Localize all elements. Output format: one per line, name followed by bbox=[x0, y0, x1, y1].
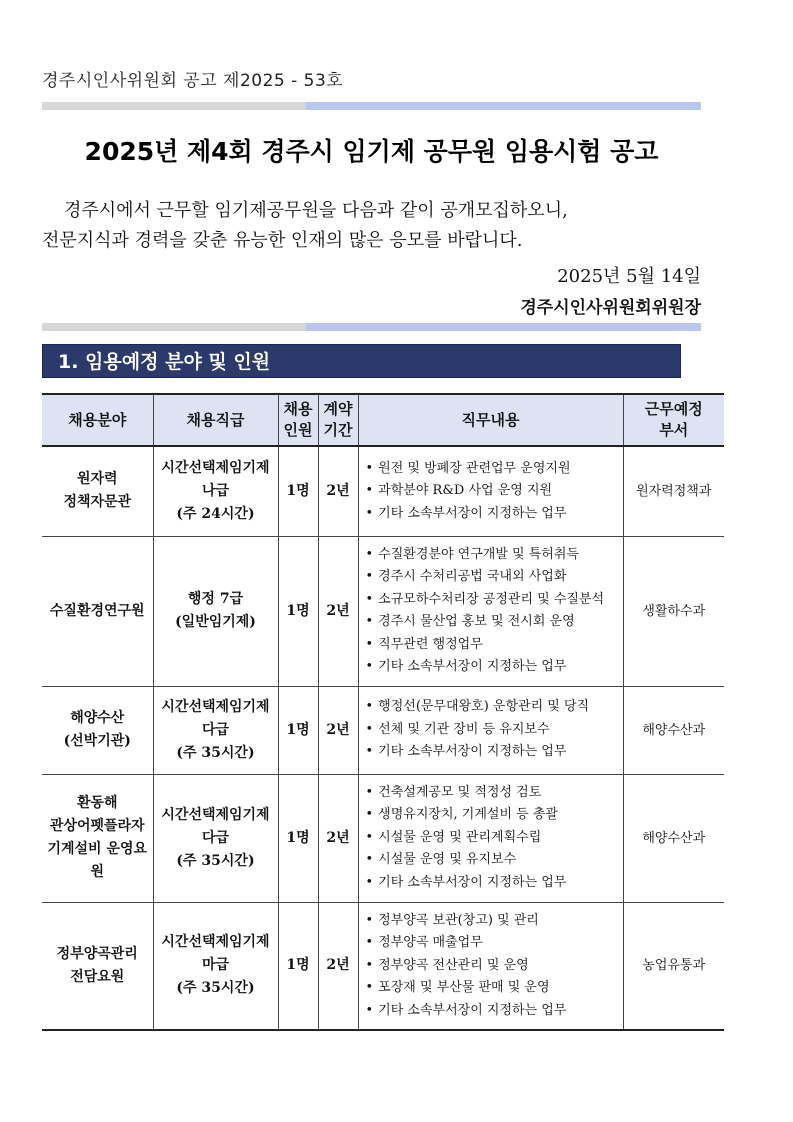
table-header-row bbox=[42, 394, 724, 446]
list-item: • 생명유지장치, 기계설비 등 총괄 bbox=[366, 804, 621, 827]
list-item: • 기타 소속부서장이 지정하는 업무 bbox=[366, 872, 621, 895]
list-item: • 시설물 운영 및 유지보수 bbox=[366, 849, 621, 872]
table-row bbox=[42, 686, 724, 774]
signer: 경주시인사위원회위원장 bbox=[520, 298, 701, 318]
list-item: • 포장재 및 부산물 판매 및 운영 bbox=[366, 977, 621, 1000]
department-cell: 해양수산과 bbox=[623, 686, 724, 774]
header-department: 근무예정 부서 bbox=[623, 394, 724, 446]
count-cell: 1명 bbox=[278, 774, 318, 902]
intro-line-1: 경주시에서 근무할 임기제공무원을 다음과 같이 공개모집하오니, bbox=[64, 200, 568, 221]
list-item: • 소규모하수처리장 공정관리 및 수질분석 bbox=[366, 589, 621, 612]
field-cell: 정부양곡관리 전담요원 bbox=[42, 902, 153, 1030]
list-item: • 기타 소속부서장이 지정하는 업무 bbox=[366, 503, 621, 526]
list-item: • 건축설계공모 및 적정성 검토 bbox=[366, 782, 621, 805]
table-row bbox=[42, 902, 724, 1030]
header-divider bbox=[42, 102, 701, 110]
list-item: • 경주시 수처리공법 국내외 사업화 bbox=[366, 566, 621, 589]
list-item: • 과학분야 R&D 사업 운영 지원 bbox=[366, 480, 621, 503]
count-cell: 1명 bbox=[278, 902, 318, 1030]
field-cell: 환동해 관상어펫플라자 기계설비 운영요원 bbox=[42, 774, 153, 902]
header-rank: 채용직급 bbox=[153, 394, 278, 446]
duties-cell bbox=[358, 686, 623, 774]
duties-cell bbox=[358, 536, 623, 686]
department-cell: 해양수산과 bbox=[623, 774, 724, 902]
table-row bbox=[42, 536, 724, 686]
list-item: • 원전 및 방폐장 관련업무 운영지원 bbox=[366, 458, 621, 481]
rank-cell: 시간선택제임기제 다급 (주 35시간) bbox=[153, 774, 278, 902]
table-row bbox=[42, 774, 724, 902]
period-cell: 2년 bbox=[318, 774, 358, 902]
count-cell: 1명 bbox=[278, 446, 318, 536]
list-item: • 행정선(문무대왕호) 운항관리 및 당직 bbox=[366, 696, 621, 719]
field-cell: 원자력 정책자문관 bbox=[42, 446, 153, 536]
list-item: • 기타 소속부서장이 지정하는 업무 bbox=[366, 656, 621, 679]
page-title: 2025년 제4회 경주시 임기제 공무원 임용시험 공고 bbox=[84, 137, 659, 166]
duties-cell bbox=[358, 774, 623, 902]
notice-number: 경주시인사위원회 공고 제2025 - 53호 bbox=[42, 71, 344, 91]
period-cell: 2년 bbox=[318, 446, 358, 536]
notice-date: 2025년 5월 14일 bbox=[557, 266, 701, 287]
list-item: • 정부양곡 전산관리 및 운영 bbox=[366, 955, 621, 978]
intro-paragraph bbox=[42, 196, 701, 256]
period-cell: 2년 bbox=[318, 686, 358, 774]
duties-cell bbox=[358, 902, 623, 1030]
list-item: • 시설물 운영 및 관리계획수립 bbox=[366, 827, 621, 850]
list-item: • 정부양곡 보관(창고) 및 관리 bbox=[366, 910, 621, 933]
header-duties: 직무내용 bbox=[358, 394, 623, 446]
department-cell: 농업유통과 bbox=[623, 902, 724, 1030]
count-cell: 1명 bbox=[278, 686, 318, 774]
period-cell: 2년 bbox=[318, 536, 358, 686]
intro-line-2: 전문지식과 경력을 갖춘 유능한 인재의 많은 응모를 바랍니다. bbox=[42, 230, 523, 251]
list-item: • 기타 소속부서장이 지정하는 업무 bbox=[366, 741, 621, 764]
table-row bbox=[42, 446, 724, 536]
rank-cell: 시간선택제임기제 다급 (주 35시간) bbox=[153, 686, 278, 774]
section-heading: 1. 임용예정 분야 및 인원 bbox=[58, 351, 271, 373]
header-period: 계약 기간 bbox=[318, 394, 358, 446]
header-field: 채용분야 bbox=[42, 394, 153, 446]
list-item: • 수질환경분야 연구개발 및 특허취득 bbox=[366, 544, 621, 567]
field-cell: 해양수산 (선박기관) bbox=[42, 686, 153, 774]
rank-cell: 행정 7급 (일반임기제) bbox=[153, 536, 278, 686]
rank-cell: 시간선택제임기제 나급 (주 24시간) bbox=[153, 446, 278, 536]
rank-cell: 시간선택제임기제 마급 (주 35시간) bbox=[153, 902, 278, 1030]
list-item: • 선체 및 기관 장비 등 유지보수 bbox=[366, 719, 621, 742]
header-count: 채용 인원 bbox=[278, 394, 318, 446]
field-cell: 수질환경연구원 bbox=[42, 536, 153, 686]
period-cell: 2년 bbox=[318, 902, 358, 1030]
count-cell: 1명 bbox=[278, 536, 318, 686]
list-item: • 경주시 물산업 홍보 및 전시회 운영 bbox=[366, 611, 621, 634]
department-cell: 원자력정책과 bbox=[623, 446, 724, 536]
duties-cell bbox=[358, 446, 623, 536]
list-item: • 정부양곡 매출업무 bbox=[366, 932, 621, 955]
list-item: • 기타 소속부서장이 지정하는 업무 bbox=[366, 1000, 621, 1023]
department-cell: 생활하수과 bbox=[623, 536, 724, 686]
recruitment-table bbox=[42, 393, 724, 1031]
signature-divider bbox=[42, 323, 701, 331]
list-item: • 직무관련 행정업무 bbox=[366, 634, 621, 657]
